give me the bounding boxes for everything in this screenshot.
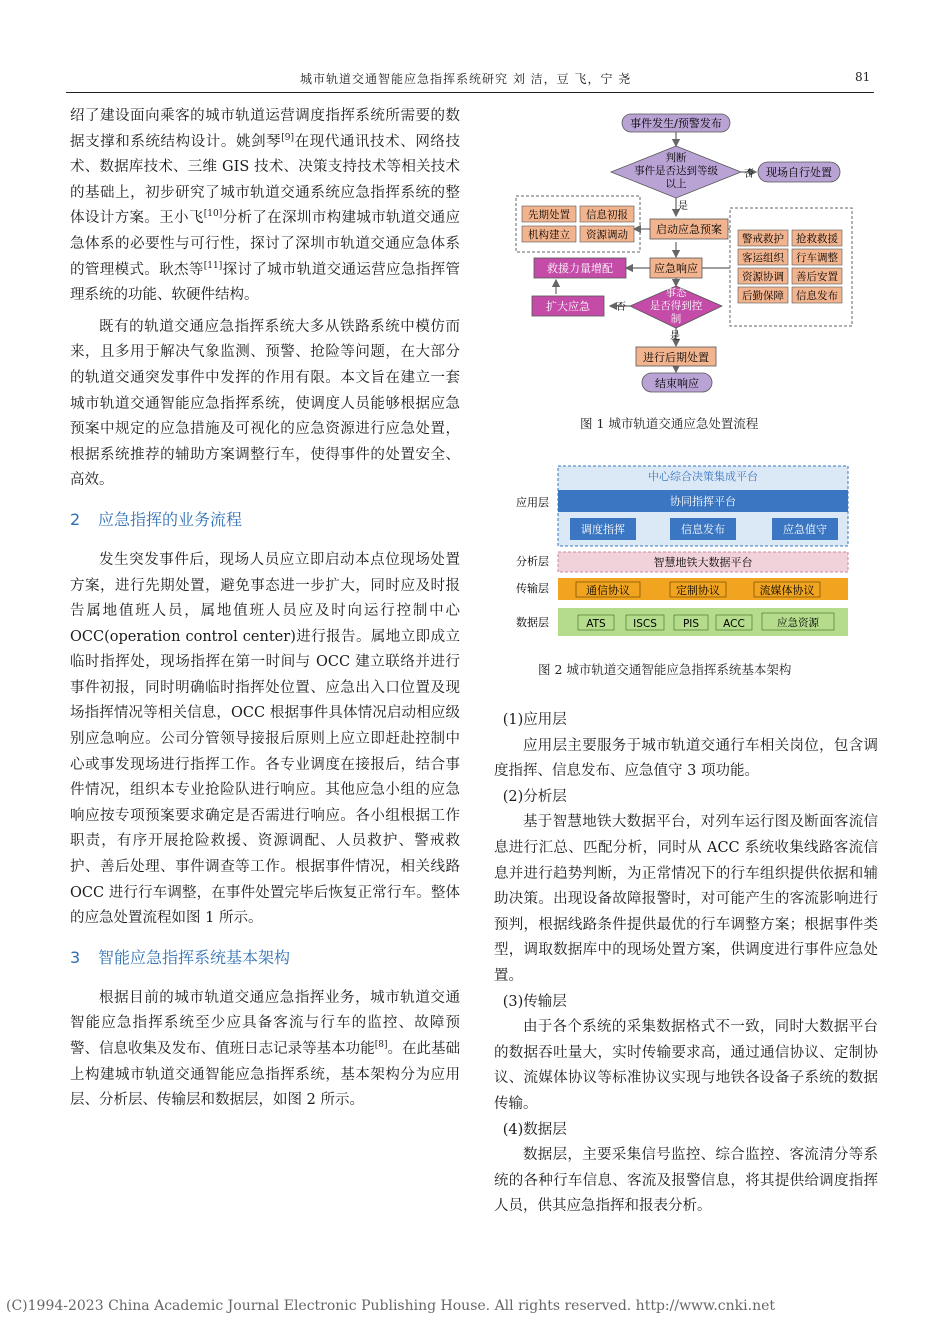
figure-1-flowchart <box>510 106 856 402</box>
flow-start: 事件发生/预警发布 <box>630 117 722 130</box>
subsection-data-text: 数据层，主要采集信号监控、综合监控、客流清分等系统的各种行车信息、客流及报警信息，将其提供给调度指挥人员，供其应急指挥和报表分析。 <box>494 1147 878 1215</box>
flow-judge-line2: 事件是否达到等级 <box>634 165 718 177</box>
flow-ctrl-line3: 制 <box>670 313 682 325</box>
figure-2-architecture <box>510 462 856 642</box>
fig2-bigdata: 智慧地铁大数据平台 <box>653 556 753 569</box>
citation-11[interactable]: [11] <box>203 260 223 271</box>
flow-right-item-3: 客运组织 <box>742 252 784 264</box>
flow-response: 应急响应 <box>654 262 698 275</box>
subsection-app-heading: (1)应用层 <box>502 712 567 728</box>
flow-yes-label-2: 是 <box>670 331 680 342</box>
fig2-center-platform: 中心综合决策集成平台 <box>648 470 758 483</box>
subsection-transport-heading: (3)传输层 <box>502 993 567 1010</box>
header-rule <box>66 92 874 93</box>
fig2-protocol-3: 流媒体协议 <box>759 584 815 597</box>
fig2-protocol-2: 定制协议 <box>676 584 720 597</box>
fig2-protocol-1: 通信协议 <box>586 584 630 597</box>
figure-2-caption: 图 2 城市轨道交通智能应急指挥系统基本架构 <box>538 662 792 677</box>
citation-10[interactable]: [10] <box>203 209 223 220</box>
flow-right-item-6: 善后安置 <box>796 271 838 283</box>
fig2-data-item-3: PIS <box>682 618 700 630</box>
citation-8[interactable]: [8] <box>374 1040 388 1051</box>
subsection-data-heading: (4)数据层 <box>502 1121 567 1138</box>
figure-1-caption: 图 1 城市轨道交通应急处置流程 <box>580 416 759 431</box>
flow-right-item-1: 警戒救护 <box>742 233 784 245</box>
paragraph-intro-cont: 绍了建设面向乘客的城市轨道运营调度指挥系统所需要的数据支撑和系统结构设计。姚剑琴[9]在现代通讯技术、网络技术、数据库技术、三维 GIS 技术、决策支持技术等相关技术的基础上，初步研究了城市轨道交通系统应急指挥系统的整体设计方案。王小飞[10]分析了在深圳市构建城市轨道交通应急体系的必要性与可行性，探讨了深圳市轨道交通应急体系的管理模式。耿杰等[11]探讨了城市轨道交通运营应急指挥管理系统的功能、软硬件结构。 <box>70 108 461 304</box>
flow-no-label-1: 否 <box>744 169 754 180</box>
paragraph-business-flow: 发生突发事件后，现场人员应立即启动本点位现场处置方案，进行先期处置，避免事态进一步扩大，同时应及时报告属地值班人员，属地值班人员应及时向运行控制中心 OCC(operation control center)进行报告。属地立即成立临时指挥处，现场指挥在第一时间与 OCC 建立联络并进行事件初报，同时明确临时指挥处位置、应急出入口位置及现场指挥情况等相关信息，OCC 根据事件具体情况启动相应级别应急响应。公司分管领导接报后原则上应立即赶赴控制中心或事发现场进行指挥工作。各专业调度在接报后，结合事件情况，组织本专业抢险队进行响应。其他应急小组的应急响应按专项预案要求确定是否需进行响应。各小组根据工作职责，有序开展抢险救援、资源调配、人员救护、警戒救护、善后处理、事件调查等工作。根据事件情况，相关线路 OCC 进行行车调整，在事件处置完毕后恢复正常行车。整体的应急处置流程如图 1 所示。 <box>70 551 460 927</box>
flow-left-item-4: 资源调动 <box>586 229 628 241</box>
left-column <box>70 104 460 1114</box>
flow-ctrl-line1: 事态 <box>665 287 687 299</box>
flow-right-item-7: 后勤保障 <box>742 290 784 302</box>
fig2-app-item-2: 信息发布 <box>681 523 725 536</box>
flow-onsite: 现场自行处置 <box>766 166 832 179</box>
fig2-app-item-1: 调度指挥 <box>581 523 625 536</box>
fig2-coop-platform: 协同指挥平台 <box>670 495 736 508</box>
flow-left-item-1: 先期处置 <box>528 209 570 221</box>
subsection-analysis-heading: (2)分析层 <box>502 788 567 805</box>
fig2-data-item-4: ACC <box>723 618 745 630</box>
flow-no-label-2: 否 <box>616 302 626 313</box>
fig2-data-item-1: ATS <box>586 618 606 630</box>
fig2-data-item-5: 应急资源 <box>777 617 819 629</box>
fig2-layer-data: 数据层 <box>516 616 549 629</box>
flow-right-item-4: 行车调整 <box>796 252 838 264</box>
flow-right-item-8: 信息发布 <box>796 290 838 302</box>
paragraph-architecture: 根据目前的城市轨道交通应急指挥业务，城市轨道交通智能应急指挥系统至少应具备客流与行车的监控、故障预警、信息收集及发布、值班日志记录等基本功能[8]。在此基础上构建城市轨道交通智能应急指挥系统，基本架构分为应用层、分析层、传输层和数据层，如图 2 所示。 <box>70 989 461 1109</box>
fig2-app-item-3: 应急值守 <box>783 523 827 536</box>
fig2-layer-app: 应用层 <box>516 496 549 509</box>
flow-judge-line3: 以上 <box>665 178 687 190</box>
flow-right-item-2: 抢救救援 <box>796 233 838 245</box>
flow-yes-label-1: 是 <box>678 201 688 212</box>
flow-expand: 扩大应急 <box>546 300 590 313</box>
paragraph-existing-systems: 既有的轨道交通应急指挥系统大多从铁路系统中模仿而来，且多用于解决气象监测、预警、抢险等问题，在大部分的轨道交通突发事件中发挥的作用有限。本文旨在建立一套城市轨道交通智能应急指挥系统，使调度人员能够根据应急预案中规定的应急措施及可视化的应急资源进行应急处置，根据系统推荐的辅助方案调整行车，使得事件的处置安全、高效。 <box>70 318 460 489</box>
section-3-heading: 3 智能应急指挥系统基本架构 <box>70 947 291 967</box>
flow-judge-line1: 判断 <box>665 152 687 164</box>
fig2-layer-transport: 传输层 <box>516 582 549 595</box>
fig2-layer-analysis: 分析层 <box>516 555 549 568</box>
flow-ctrl-line2: 是否得到控 <box>649 300 703 312</box>
flow-end: 结束响应 <box>655 377 699 390</box>
flow-later: 进行后期处置 <box>643 351 709 364</box>
flow-left-item-2: 信息初报 <box>586 209 628 221</box>
flow-right-item-5: 资源协调 <box>742 271 784 283</box>
running-title: 城市轨道交通智能应急指挥系统研究 刘 洁，豆 飞，宁 尧 <box>300 72 632 86</box>
flow-rescue: 救援力量增配 <box>547 262 613 275</box>
page-number: 81 <box>855 70 871 84</box>
subsection-analysis-text: 基于智慧地铁大数据平台，对列车运行图及断面客流信息进行汇总、匹配分析，同时从 ACC 系统收集线路客流信息并进行趋势判断，为正常情况下的行车组织提供依据和辅助决策。出现设备故障报警时，对可能产生的客流影响进行预判，根据线路条件提供最优的行车调整方案；根据事件类型，调取数据库中的现场处置方案，供调度进行事件应急处置。 <box>494 814 878 984</box>
subsection-app-text: 应用层主要服务于城市轨道交通行车相关岗位，包含调度指挥、信息发布、应急值守 3 项功能。 <box>494 737 878 780</box>
flow-left-item-3: 机构建立 <box>528 229 570 241</box>
subsection-transport-text: 由于各个系统的采集数据格式不一致，同时大数据平台的数据吞吐量大，实时传输要求高，通过通信协议、定制协议、流媒体协议等标准协议实现与地铁各设备子系统的数据传输。 <box>494 1019 878 1112</box>
section-2-heading: 2 应急指挥的业务流程 <box>70 509 243 529</box>
right-column <box>494 708 878 1220</box>
citation-9[interactable]: [9] <box>281 132 295 143</box>
fig2-data-item-2: ISCS <box>633 618 657 630</box>
copyright-footer: (C)1994-2023 China Academic Journal Electronic Publishing House. All rights reserved. http://www.cnki.net <box>6 1298 776 1314</box>
flow-plan: 启动应急预案 <box>656 223 722 236</box>
